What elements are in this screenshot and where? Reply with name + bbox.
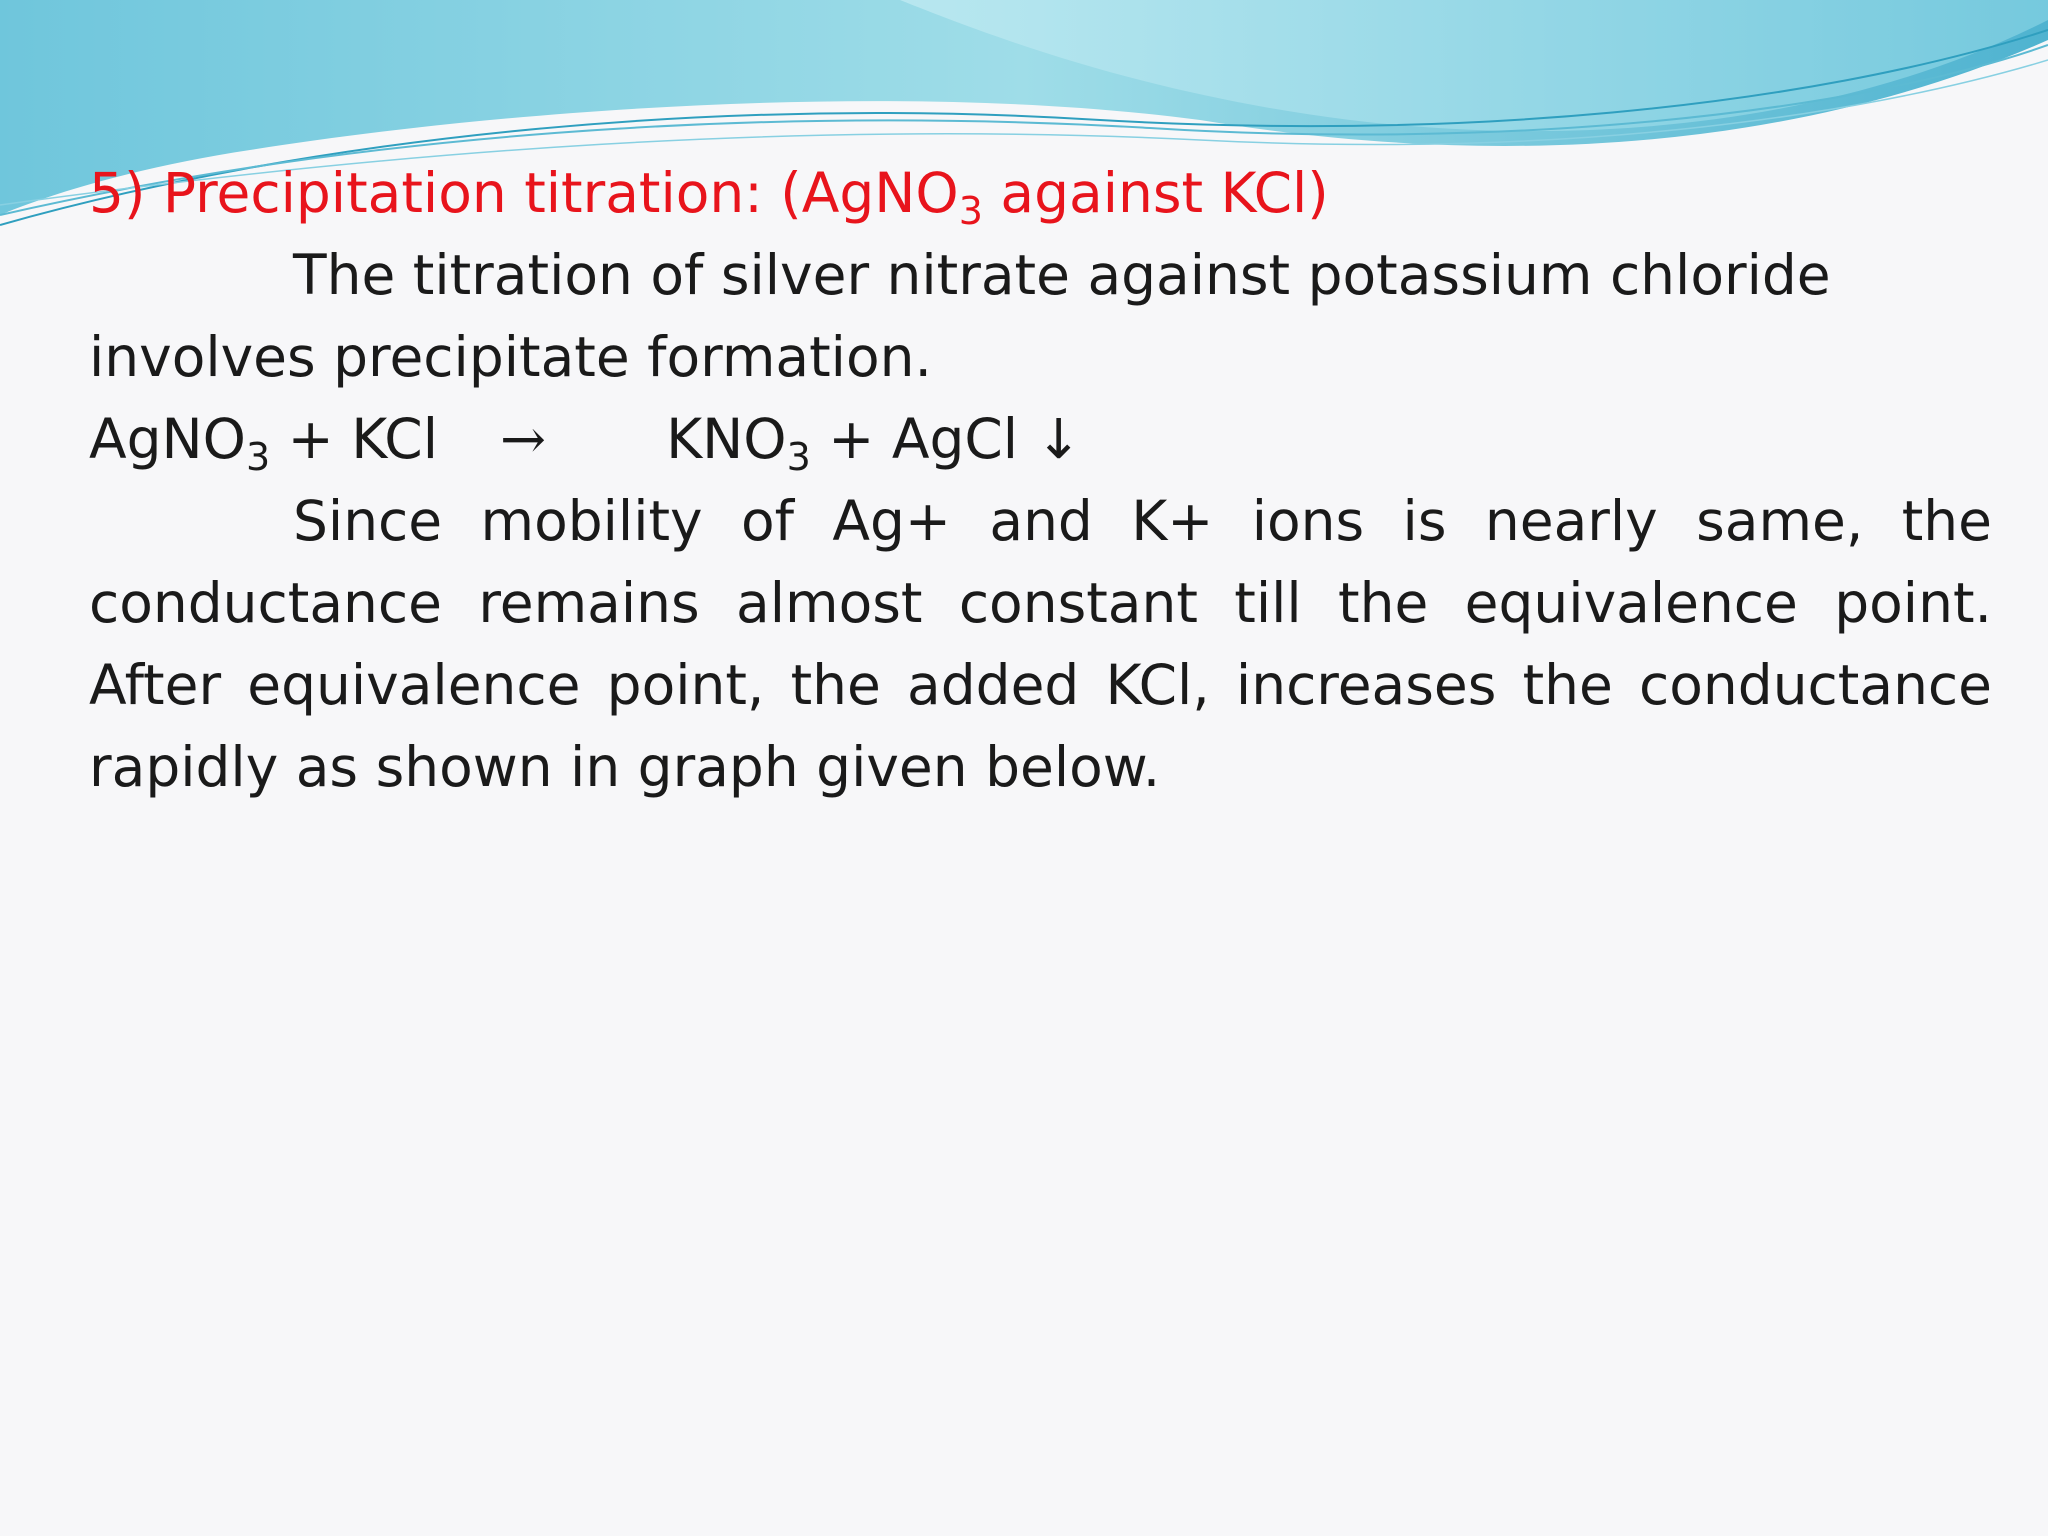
paragraph-intro-line1: The titration of silver nitrate against potassium chloride [293,243,1831,307]
slide-title [89,152,1992,234]
reactant-1-subscript: 3 [245,435,271,479]
plus-sign: + [270,407,352,471]
title-subscript: 3 [958,189,983,233]
paragraph-intro-line2: involves precipitate formation. [89,325,932,389]
product-1-subscript: 3 [786,435,811,479]
reactant-1: AgNO [89,407,246,471]
plus-sign-2: + [810,407,892,471]
paragraph-explanation: Since mobility of Ag+ and K+ ions is nearly same, the conductance remains almost constant till the equivalence point. After equivalence point, the added KCl, increases the conductance rapidly as shown in graph given below. [89,489,1992,799]
paragraph-intro [89,234,1992,316]
title-text-end: against KCl) [982,161,1329,225]
slide-content [89,152,1992,808]
reactant-2: KCl [351,407,438,471]
reaction-equation [89,398,1992,480]
title-text: 5) Precipitation titration: (AgNO [89,161,959,225]
product-2: AgCl ↓ [891,407,1082,471]
product-1: KNO [666,407,787,471]
reaction-arrow-icon: → [499,407,547,471]
